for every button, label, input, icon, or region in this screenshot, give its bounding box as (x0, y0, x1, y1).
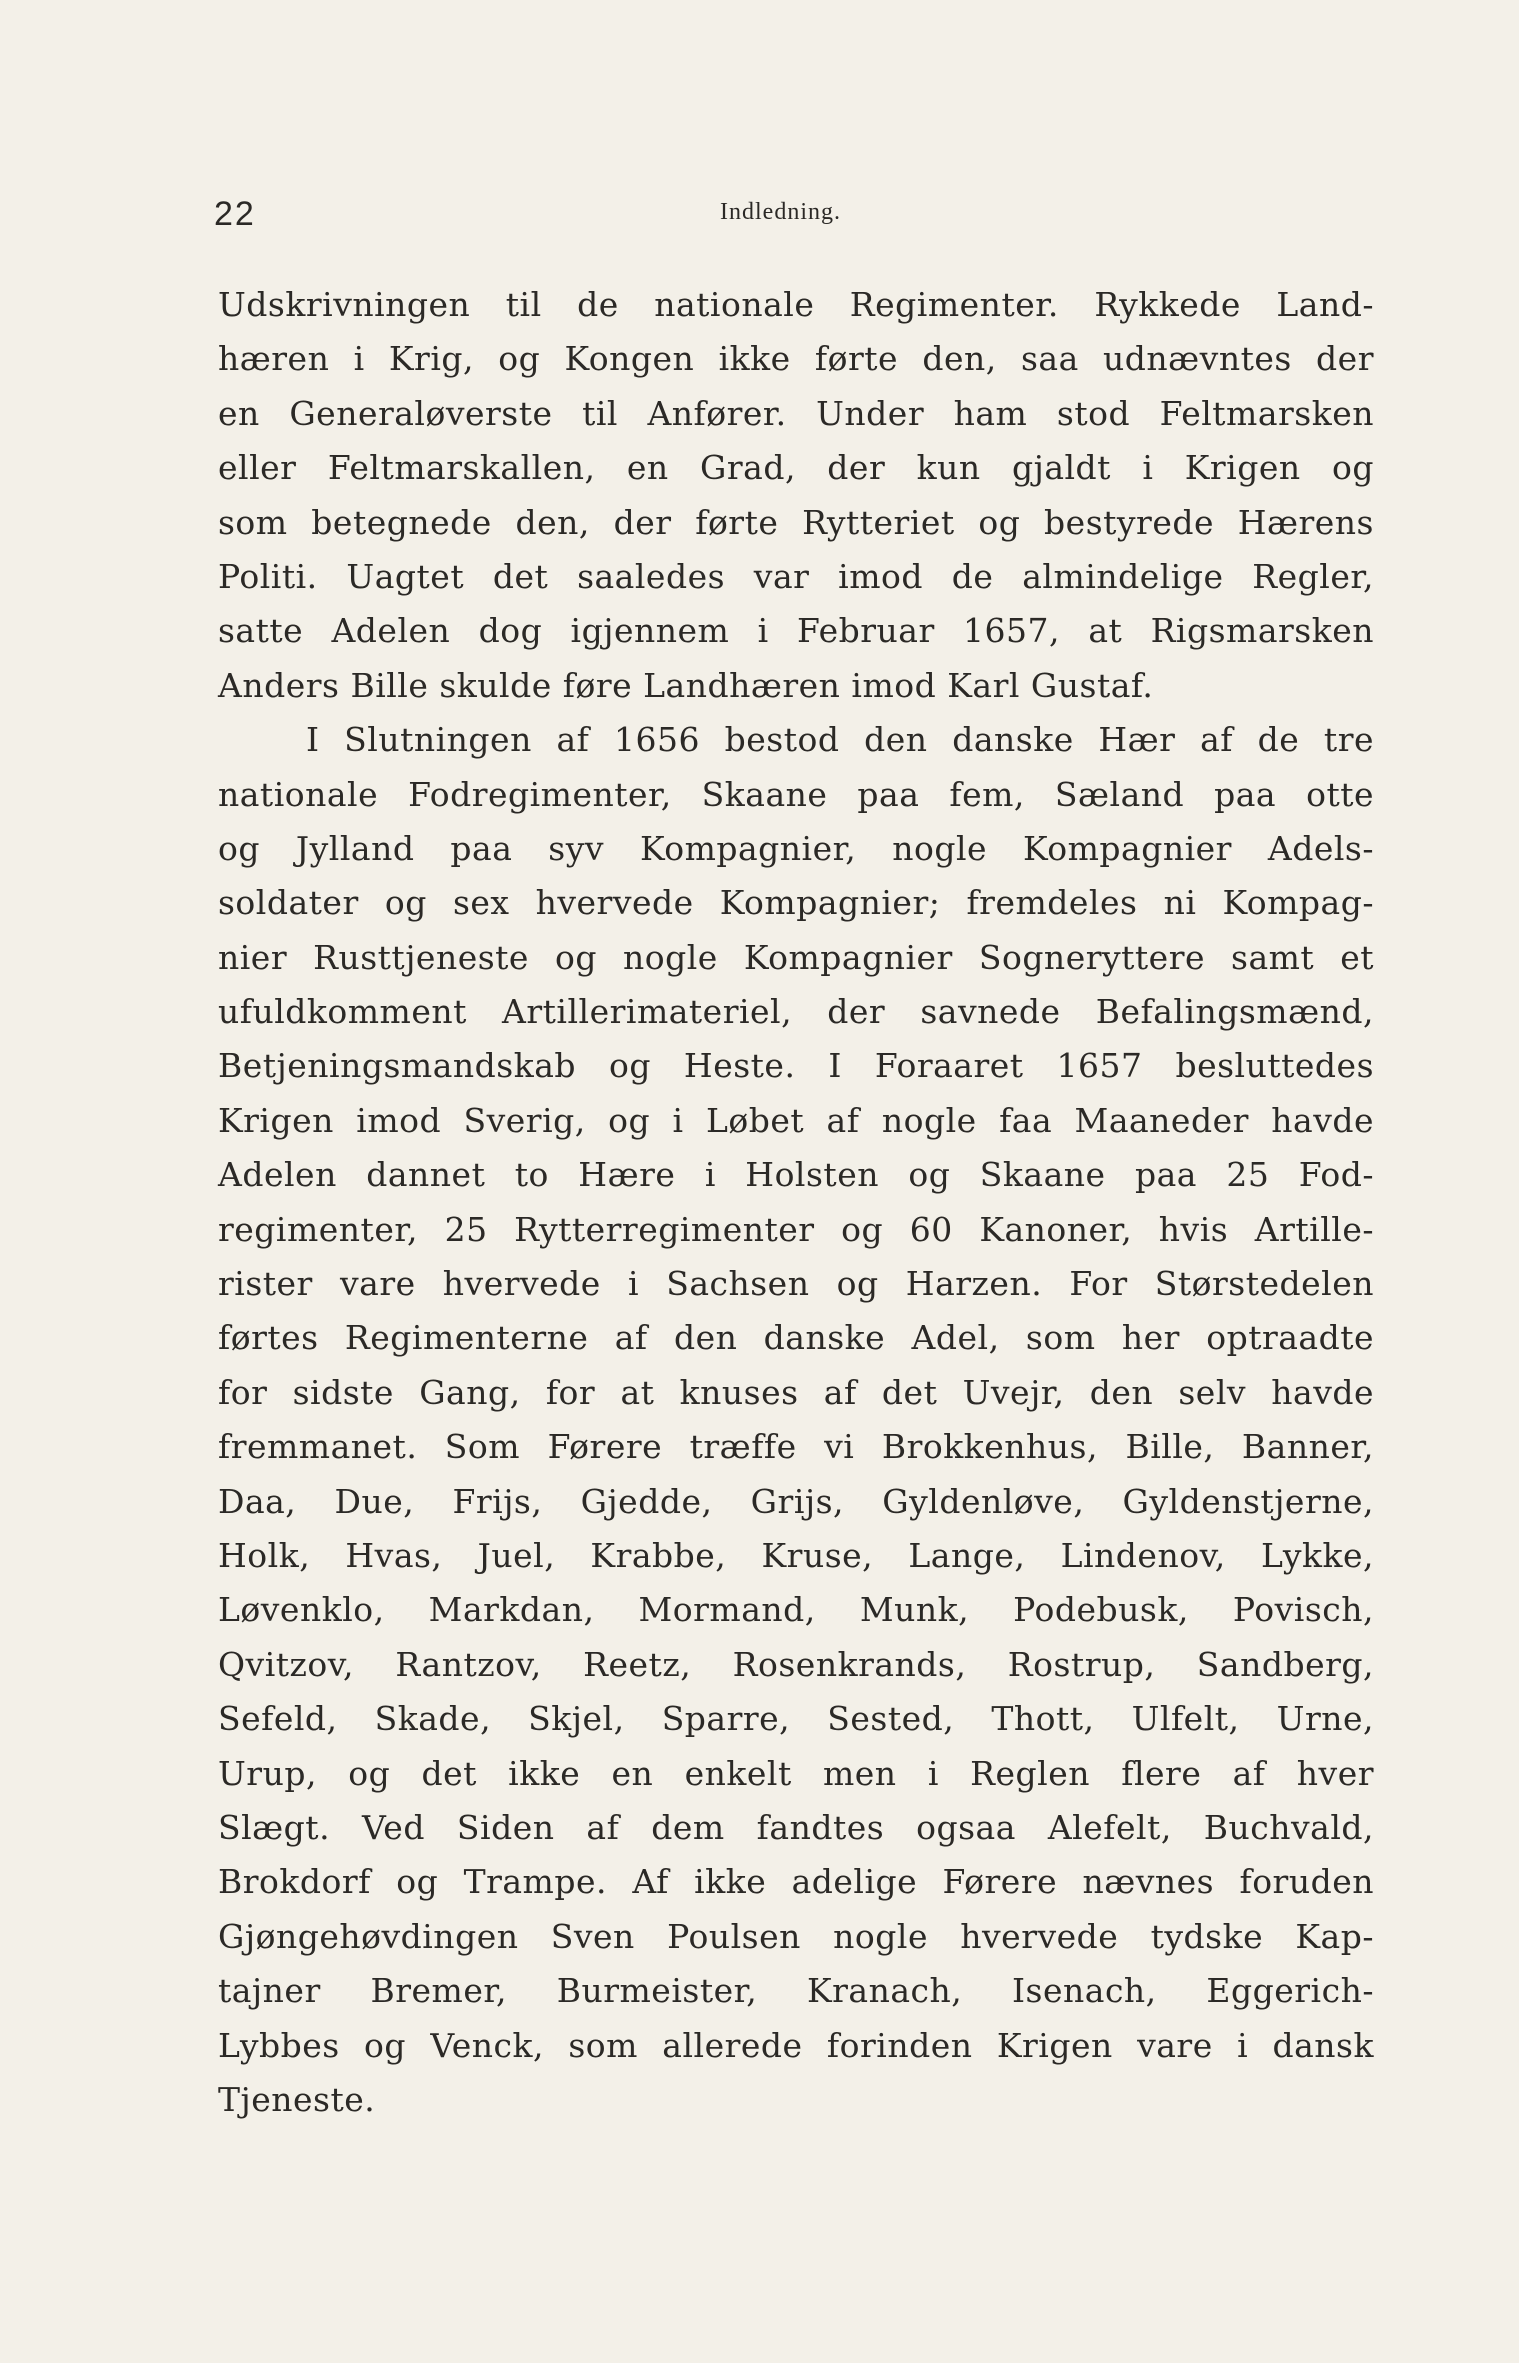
text-line: Sefeld, Skade, Skjel, Sparre, Sested, Thott, Ulfelt, Urne, (218, 1699, 1374, 1739)
text-line: Lybbes og Venck, som allerede forinden Krigen vare i dansk (218, 2025, 1374, 2065)
text-line: hæren i Krig, og Kongen ikke førte den, saa udnævntes der (218, 339, 1374, 379)
text-line: satte Adelen dog igjennem i Februar 1657, at Rigsmarsken (218, 611, 1374, 651)
text-line: førtes Regimenterne af den danske Adel, som her optraadte (218, 1318, 1374, 1358)
text-line: Slægt. Ved Siden af dem fandtes ogsaa Alefelt, Buchvald, (218, 1807, 1374, 1847)
running-title: Indledning. (720, 199, 841, 225)
text-line: Tjeneste. (218, 2079, 376, 2119)
text-line: eller Feltmarskallen, en Grad, der kun gjaldt i Krigen og (218, 448, 1374, 488)
text-line: regimenter, 25 Rytterregimenter og 60 Kanoner, hvis Artille- (218, 1209, 1374, 1249)
text-line: Urup, og det ikke en enkelt men i Reglen flere af hver (218, 1753, 1374, 1793)
text-line: Betjeningsmandskab og Heste. I Foraaret 1657 besluttedes (218, 1046, 1374, 1086)
text-line: Gjøngehøvdingen Sven Poulsen nogle hvervede tydske Kap- (218, 1916, 1374, 1956)
body-text (218, 278, 1374, 2127)
text-line: Krigen imod Sverig, og i Løbet af nogle faa Maaneder havde (218, 1100, 1374, 1140)
page-header (214, 195, 1374, 235)
text-line: nier Rusttjeneste og nogle Kompagnier Sogneryttere samt et (218, 937, 1374, 977)
text-line: Anders Bille skulde føre Landhæren imod Karl Gustaf. (218, 665, 1154, 705)
text-line: og Jylland paa syv Kompagnier, nogle Kompagnier Adels- (218, 828, 1374, 868)
text-line: soldater og sex hvervede Kompagnier; fremdeles ni Kompag- (218, 883, 1374, 923)
text-line: I Slutningen af 1656 bestod den danske Hær af de tre (306, 720, 1374, 760)
text-line: Løvenklo, Markdan, Mormand, Munk, Podebusk, Povisch, (218, 1590, 1374, 1630)
text-line: Daa, Due, Frijs, Gjedde, Grijs, Gyldenløve, Gyldenstjerne, (218, 1481, 1374, 1521)
text-line: nationale Fodregimenter, Skaane paa fem, Sæland paa otte (218, 774, 1374, 814)
text-line: Holk, Hvas, Juel, Krabbe, Kruse, Lange, Lindenov, Lykke, (218, 1535, 1374, 1575)
text-line: tajner Bremer, Burmeister, Kranach, Isenach, Eggerich- (218, 1971, 1374, 2011)
text-line: Udskrivningen til de nationale Regimenter. Rykkede Land- (218, 285, 1374, 324)
text-line: for sidste Gang, for at knuses af det Uvejr, den selv havde (218, 1372, 1374, 1412)
page-number: 22 (214, 195, 256, 233)
text-line: ufuldkomment Artillerimateriel, der savnede Befalingsmænd, (218, 992, 1374, 1032)
text-line: rister vare hvervede i Sachsen og Harzen. For Størstedelen (218, 1264, 1374, 1304)
text-line: som betegnede den, der førte Rytteriet og bestyrede Hærens (218, 502, 1374, 542)
text-line: Adelen dannet to Hære i Holsten og Skaane paa 25 Fod- (218, 1155, 1374, 1195)
text-line: Politi. Uagtet det saaledes var imod de almindelige Regler, (218, 556, 1374, 596)
text-line: Brokdorf og Trampe. Af ikke adelige Førere nævnes foruden (218, 1862, 1374, 1902)
text-line: en Generaløverste til Anfører. Under ham stod Feltmarsken (218, 393, 1374, 433)
text-line: Qvitzov, Rantzov, Reetz, Rosenkrands, Rostrup, Sandberg, (218, 1644, 1374, 1684)
text-line: fremmanet. Som Førere træffe vi Brokkenhus, Bille, Banner, (218, 1427, 1374, 1467)
